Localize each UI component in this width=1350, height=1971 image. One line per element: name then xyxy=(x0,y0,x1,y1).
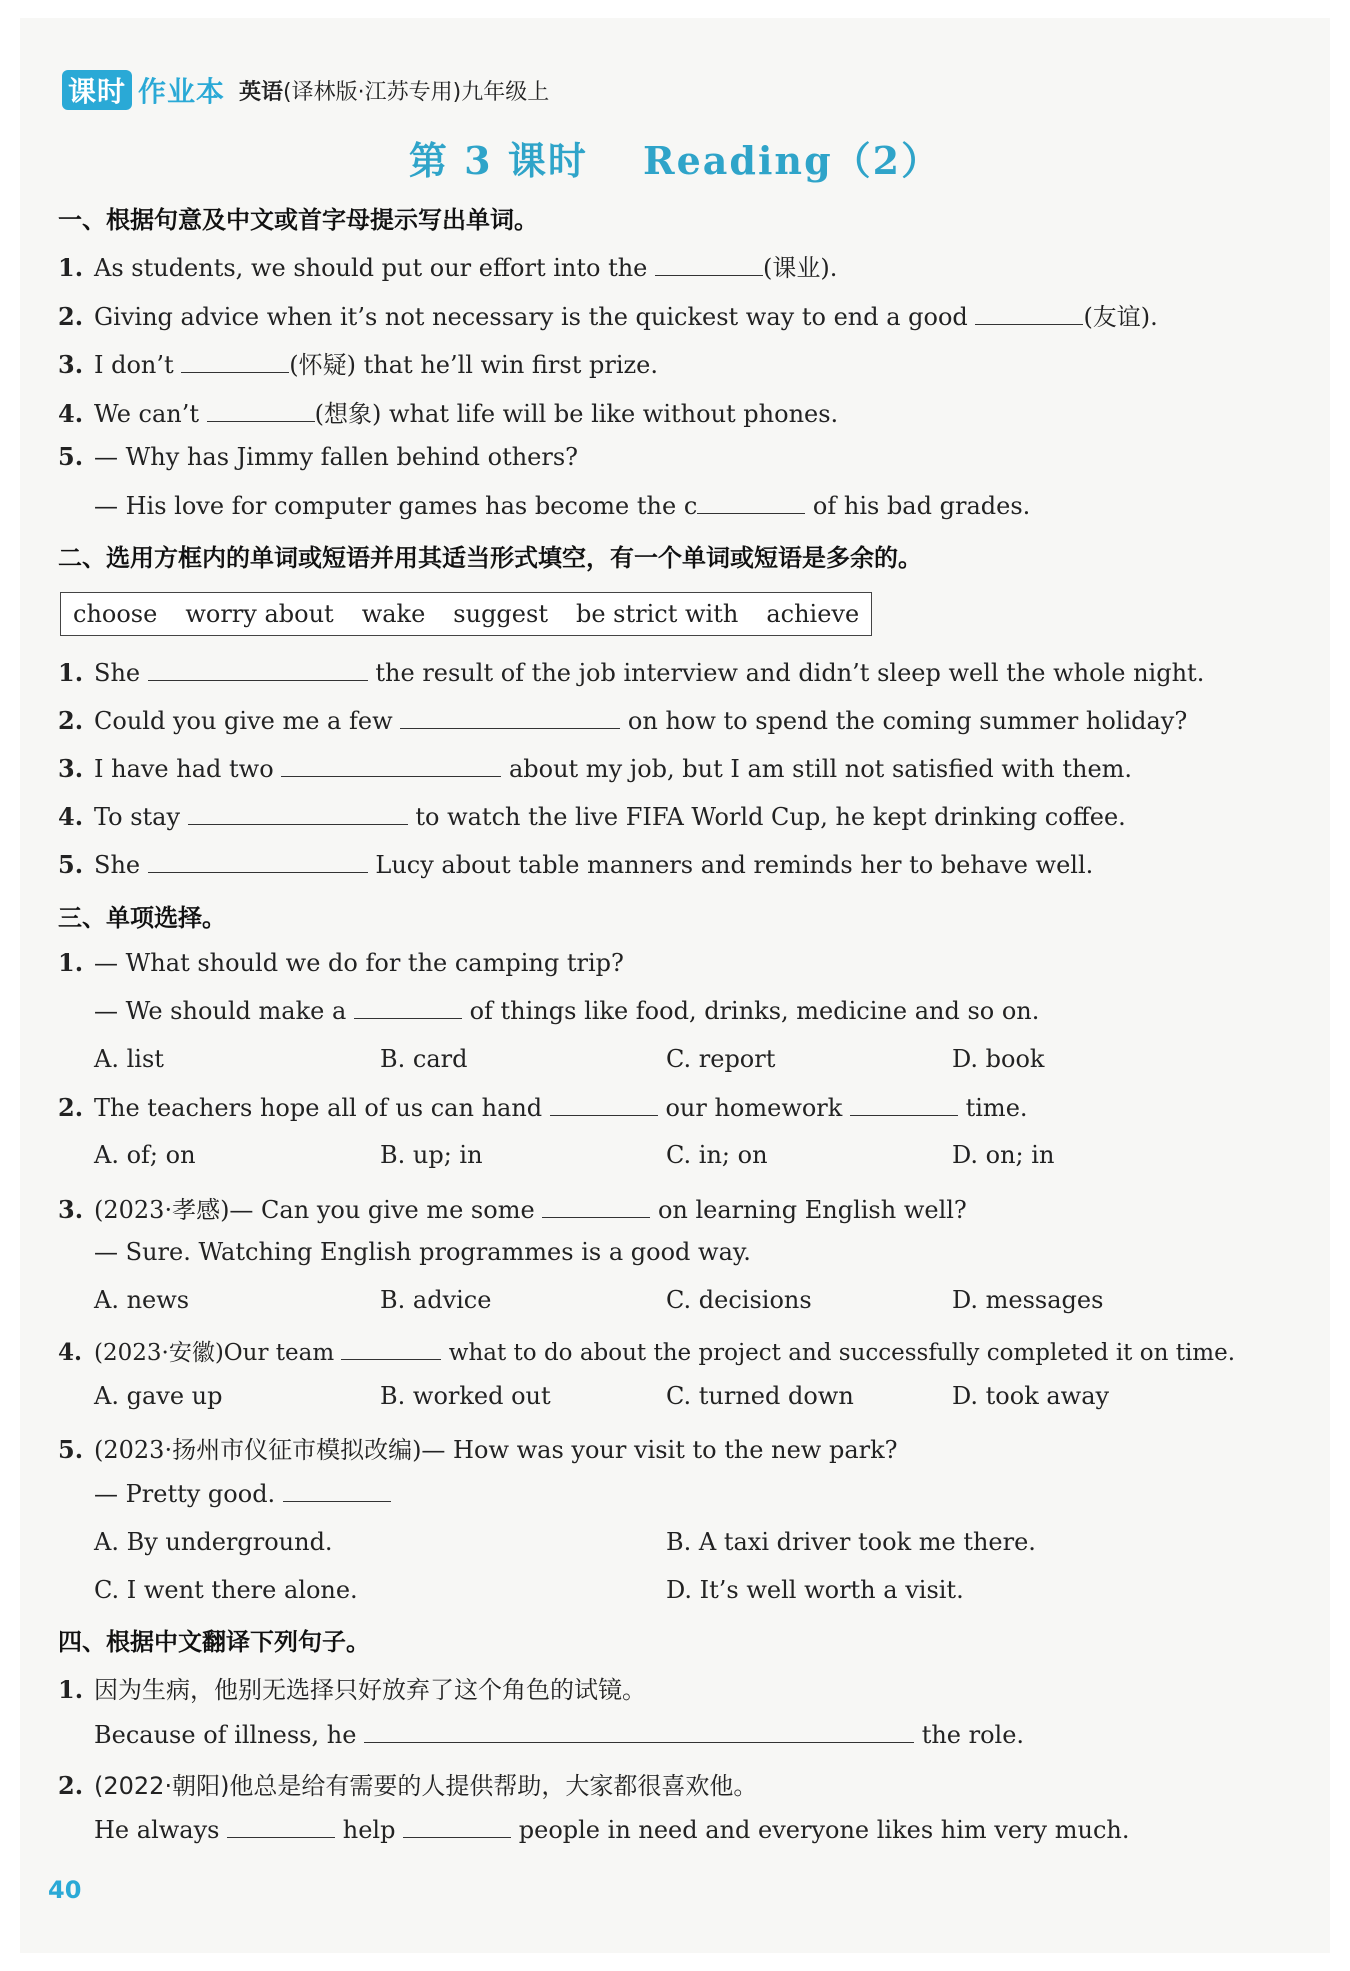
item-text: — We should make a xyxy=(94,997,347,1025)
answer-blank[interactable] xyxy=(655,253,763,276)
answer-blank[interactable] xyxy=(281,754,501,777)
s3-q5-stem xyxy=(58,1430,898,1465)
item-number: 3. xyxy=(58,1195,84,1224)
answer-blank[interactable] xyxy=(181,350,289,373)
answer-blank[interactable] xyxy=(403,1815,511,1838)
answer-blank[interactable] xyxy=(148,850,368,873)
option-c[interactable]: C. decisions xyxy=(666,1286,812,1314)
item-text: Because of illness, he xyxy=(94,1721,357,1749)
option-b[interactable]: B. worked out xyxy=(380,1382,551,1410)
section3-heading: 三、单项选择。 xyxy=(58,904,226,932)
answer-blank[interactable] xyxy=(542,1195,650,1218)
item-text: She xyxy=(94,851,141,879)
item-text: The teachers hope all of us can hand xyxy=(94,1094,543,1122)
answer-blank[interactable] xyxy=(550,1093,658,1116)
option-d[interactable]: D. messages xyxy=(952,1286,1104,1314)
item-text: the result of the job interview and didn’t sleep well the whole night. xyxy=(375,659,1205,687)
s2-item-2 xyxy=(58,706,1187,735)
item-number: 4. xyxy=(58,399,84,428)
item-text: the role. xyxy=(921,1721,1025,1749)
s1-item-5 xyxy=(58,442,578,471)
item-number: 3. xyxy=(58,350,84,379)
item-text: — Sure. Watching English programmes is a good way. xyxy=(94,1238,751,1266)
item-hint: of his bad grades. xyxy=(812,492,1031,520)
book-logo xyxy=(62,70,225,110)
item-text: (2023·安徽)Our team xyxy=(94,1340,335,1366)
lesson-title: 第 3 课时 Reading（2） xyxy=(408,138,942,183)
item-number: 5. xyxy=(58,442,84,471)
item-text: what to do about the project and successfully completed it on time. xyxy=(448,1340,1236,1366)
word-box xyxy=(60,592,872,636)
option-b[interactable]: B. card xyxy=(380,1045,468,1073)
option-c[interactable]: C. in; on xyxy=(666,1141,768,1169)
item-text: He always xyxy=(94,1816,220,1844)
item-number: 2. xyxy=(58,1771,84,1800)
s3-q3-stem xyxy=(58,1190,967,1225)
item-chinese: 因为生病，他别无选择只好放弃了这个角色的试镜。 xyxy=(94,1676,646,1704)
section1-heading: 一、根据句意及中文或首字母提示写出单词。 xyxy=(58,206,538,234)
answer-blank[interactable] xyxy=(188,802,408,825)
answer-blank[interactable] xyxy=(850,1093,958,1116)
item-text: about my job, but I am still not satisfied with them. xyxy=(508,755,1133,783)
option-c[interactable]: C. report xyxy=(666,1045,776,1073)
option-d[interactable]: D. on; in xyxy=(952,1141,1055,1169)
item-text: on how to spend the coming summer holiday? xyxy=(627,707,1188,735)
option-d[interactable]: D. It’s well worth a visit. xyxy=(666,1576,964,1604)
item-hint: (想象) what life will be like without phones. xyxy=(314,400,839,428)
word-choice: achieve xyxy=(766,600,860,628)
item-number: 5. xyxy=(58,850,84,879)
item-text: I don’t xyxy=(94,351,174,379)
option-c[interactable]: C. I went there alone. xyxy=(94,1576,358,1604)
subject-label: 英语 xyxy=(239,79,284,105)
answer-blank[interactable] xyxy=(364,1720,914,1743)
item-text: (2023·孝感)— Can you give me some xyxy=(94,1196,535,1224)
item-number: 2. xyxy=(58,1093,84,1122)
item-text: — What should we do for the camping trip? xyxy=(94,949,624,977)
word-choice: wake xyxy=(361,600,426,628)
item-hint: (怀疑) that he’ll win first prize. xyxy=(289,351,658,379)
logo-plain-text: 作业本 xyxy=(138,75,226,108)
answer-blank[interactable] xyxy=(697,491,805,514)
item-text: She xyxy=(94,659,141,687)
option-b[interactable]: B. A taxi driver took me there. xyxy=(666,1528,1036,1556)
option-d[interactable]: D. took away xyxy=(952,1382,1110,1410)
item-text: time. xyxy=(965,1094,1028,1122)
answer-blank[interactable] xyxy=(283,1479,391,1502)
item-text: Giving advice when it’s not necessary is the quickest way to end a good xyxy=(94,303,968,331)
s1-item-2 xyxy=(58,297,1158,332)
item-text: of things like food, drinks, medicine and so on. xyxy=(469,997,1040,1025)
s1-item-3 xyxy=(58,345,658,380)
page-number: 40 xyxy=(48,1876,82,1904)
item-text: — His love for computer games has become the c xyxy=(94,492,698,520)
item-hint: (课业). xyxy=(763,254,838,282)
s4-q1-english xyxy=(58,1720,1024,1749)
item-number: 1. xyxy=(58,948,84,977)
word-choice: worry about xyxy=(185,600,334,628)
s1-item-1 xyxy=(58,248,837,283)
item-number: 2. xyxy=(58,302,84,331)
answer-blank[interactable] xyxy=(400,706,620,729)
item-number: 2. xyxy=(58,706,84,735)
s1-item-4 xyxy=(58,394,838,429)
edition-label: (译林版·江苏专用)九年级上 xyxy=(283,79,550,105)
item-text: — Pretty good. xyxy=(94,1480,276,1508)
answer-blank[interactable] xyxy=(341,1337,441,1360)
word-choice: suggest xyxy=(453,600,548,628)
item-text: people in need and everyone likes him very much. xyxy=(518,1816,1130,1844)
option-a[interactable]: A. gave up xyxy=(94,1382,223,1410)
s4-q1-chinese xyxy=(58,1670,646,1705)
item-number: 1. xyxy=(58,658,84,687)
item-text: on learning English well? xyxy=(657,1196,967,1224)
s3-q4-stem xyxy=(58,1334,1235,1367)
s3-q1-stem xyxy=(58,948,624,977)
item-hint: (友谊). xyxy=(1083,303,1158,331)
answer-blank[interactable] xyxy=(148,658,368,681)
answer-blank[interactable] xyxy=(227,1815,335,1838)
word-choice: be strict with xyxy=(575,600,739,628)
item-chinese: (2022·朝阳)他总是给有需要的人提供帮助，大家都很喜欢他。 xyxy=(94,1772,758,1800)
item-text: (2023·扬州市仪征市模拟改编)— How was your visit to the new park? xyxy=(94,1436,898,1464)
word-choice: choose xyxy=(73,600,158,628)
item-number: 3. xyxy=(58,754,84,783)
logo-boxed-text: 课时 xyxy=(62,70,132,110)
item-text: our homework xyxy=(665,1094,843,1122)
option-a[interactable]: A. of; on xyxy=(94,1141,196,1169)
item-number: 4. xyxy=(58,1339,83,1366)
s2-item-5 xyxy=(58,850,1093,879)
item-text: Lucy about table manners and reminds her to behave well. xyxy=(375,851,1094,879)
book-subtitle xyxy=(239,75,549,106)
item-text: To stay xyxy=(94,803,181,831)
s1-item-5-answer xyxy=(58,491,1030,520)
item-text: As students, we should put our effort into the xyxy=(94,254,648,282)
option-c[interactable]: C. turned down xyxy=(666,1382,854,1410)
s4-q2-english xyxy=(58,1815,1129,1844)
s2-item-3 xyxy=(58,754,1132,783)
s3-q2-stem xyxy=(58,1093,1028,1122)
item-number: 5. xyxy=(58,1435,84,1464)
option-a[interactable]: A. By underground. xyxy=(94,1528,333,1556)
s3-q1-response xyxy=(58,996,1039,1025)
s2-item-1 xyxy=(58,658,1204,687)
item-text: help xyxy=(342,1816,396,1844)
s3-q3-response xyxy=(58,1238,751,1266)
answer-blank[interactable] xyxy=(354,996,462,1019)
option-b[interactable]: B. advice xyxy=(380,1286,492,1314)
item-text: Could you give me a few xyxy=(94,707,393,735)
item-number: 1. xyxy=(58,253,84,282)
option-b[interactable]: B. up; in xyxy=(380,1141,483,1169)
item-text: to watch the live FIFA World Cup, he kept drinking coffee. xyxy=(415,803,1126,831)
book-header xyxy=(62,70,549,110)
answer-blank[interactable] xyxy=(975,302,1083,325)
item-number: 4. xyxy=(58,802,84,831)
section4-heading: 四、根据中文翻译下列句子。 xyxy=(58,1628,370,1656)
section2-heading: 二、选用方框内的单词或短语并用其适当形式填空，有一个单词或短语是多余的。 xyxy=(58,544,922,572)
answer-blank[interactable] xyxy=(207,399,315,422)
s2-item-4 xyxy=(58,802,1126,831)
item-number: 1. xyxy=(58,1675,84,1704)
item-text: — Why has Jimmy fallen behind others? xyxy=(94,443,579,471)
s3-q5-response xyxy=(58,1479,391,1508)
item-text: I have had two xyxy=(94,755,274,783)
option-a[interactable]: A. list xyxy=(94,1045,164,1073)
item-text: We can’t xyxy=(94,400,200,428)
s4-q2-chinese xyxy=(58,1766,757,1801)
option-d[interactable]: D. book xyxy=(952,1045,1045,1073)
option-a[interactable]: A. news xyxy=(94,1286,190,1314)
